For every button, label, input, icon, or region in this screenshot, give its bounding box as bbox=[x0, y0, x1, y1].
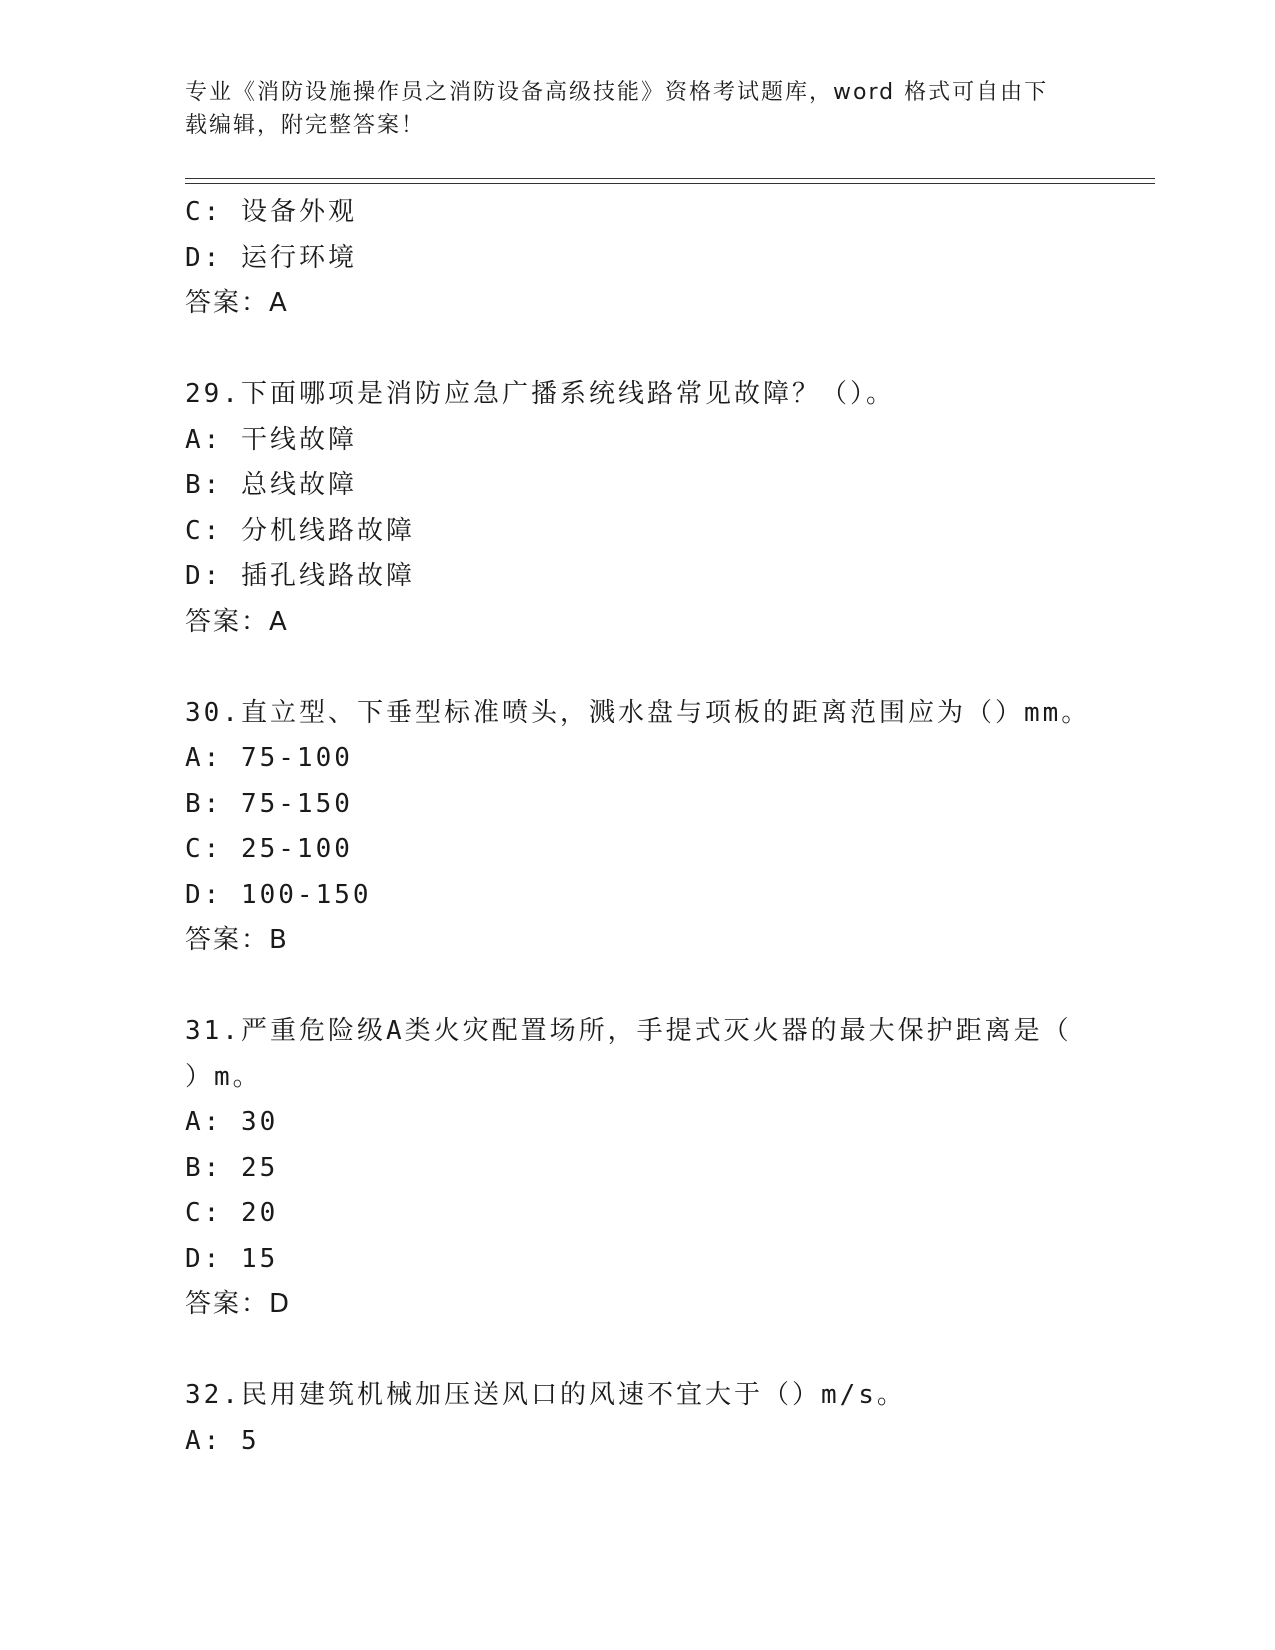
option-a: A: 干线故障 bbox=[185, 424, 357, 455]
answer-line: 答案：A bbox=[185, 288, 289, 318]
answer-line: 答案：D bbox=[185, 1289, 292, 1319]
question-stem: 29.下面哪项是消防应急广播系统线路常见故障？（）。 bbox=[185, 379, 895, 409]
option-c: C: 设备外观 bbox=[185, 197, 357, 227]
option-c: C: 25-100 bbox=[185, 834, 353, 864]
spacer bbox=[185, 964, 1105, 1010]
question-stem-line-2: ）m。 bbox=[185, 1061, 262, 1092]
question-stem: 32.民用建筑机械加压送风口的风速不宜大于（）m/s。 bbox=[185, 1380, 906, 1410]
answer-line: 答案：A bbox=[185, 606, 289, 637]
option-b: B: 25 bbox=[185, 1152, 279, 1183]
option-a: A: 30 bbox=[185, 1107, 279, 1137]
question-list bbox=[185, 190, 1105, 1464]
option-b: B: 75-150 bbox=[185, 788, 353, 819]
question-stem: 30.直立型、下垂型标准喷头，溅水盘与项板的距离范围应为（）mm。 bbox=[185, 697, 1091, 728]
option-b: B: 总线故障 bbox=[185, 470, 357, 500]
option-d: D: 15 bbox=[185, 1243, 279, 1274]
spacer bbox=[185, 1328, 1105, 1374]
document-header: 专业《消防设施操作员之消防设备高级技能》资格考试题库，word 格式可自由下载编辑，附完整答案！ bbox=[185, 80, 1049, 138]
option-d: D: 100-150 bbox=[185, 879, 372, 910]
option-a: A: 75-100 bbox=[185, 743, 353, 773]
spacer bbox=[185, 327, 1105, 373]
header-rule-top bbox=[185, 178, 1155, 179]
header-rule-bottom bbox=[185, 183, 1155, 184]
option-c: C: 20 bbox=[185, 1198, 279, 1228]
answer-line: 答案：B bbox=[185, 925, 289, 955]
option-c: C: 分机线路故障 bbox=[185, 515, 415, 546]
option-d: D: 运行环境 bbox=[185, 242, 357, 273]
question-stem-line-1: 31.严重危险级A类火灾配置场所，手提式灭火器的最大保护距离是（ bbox=[185, 1016, 1072, 1046]
spacer bbox=[185, 645, 1105, 691]
option-a: A: 5 bbox=[185, 1425, 260, 1456]
option-d: D: 插孔线路故障 bbox=[185, 561, 415, 591]
